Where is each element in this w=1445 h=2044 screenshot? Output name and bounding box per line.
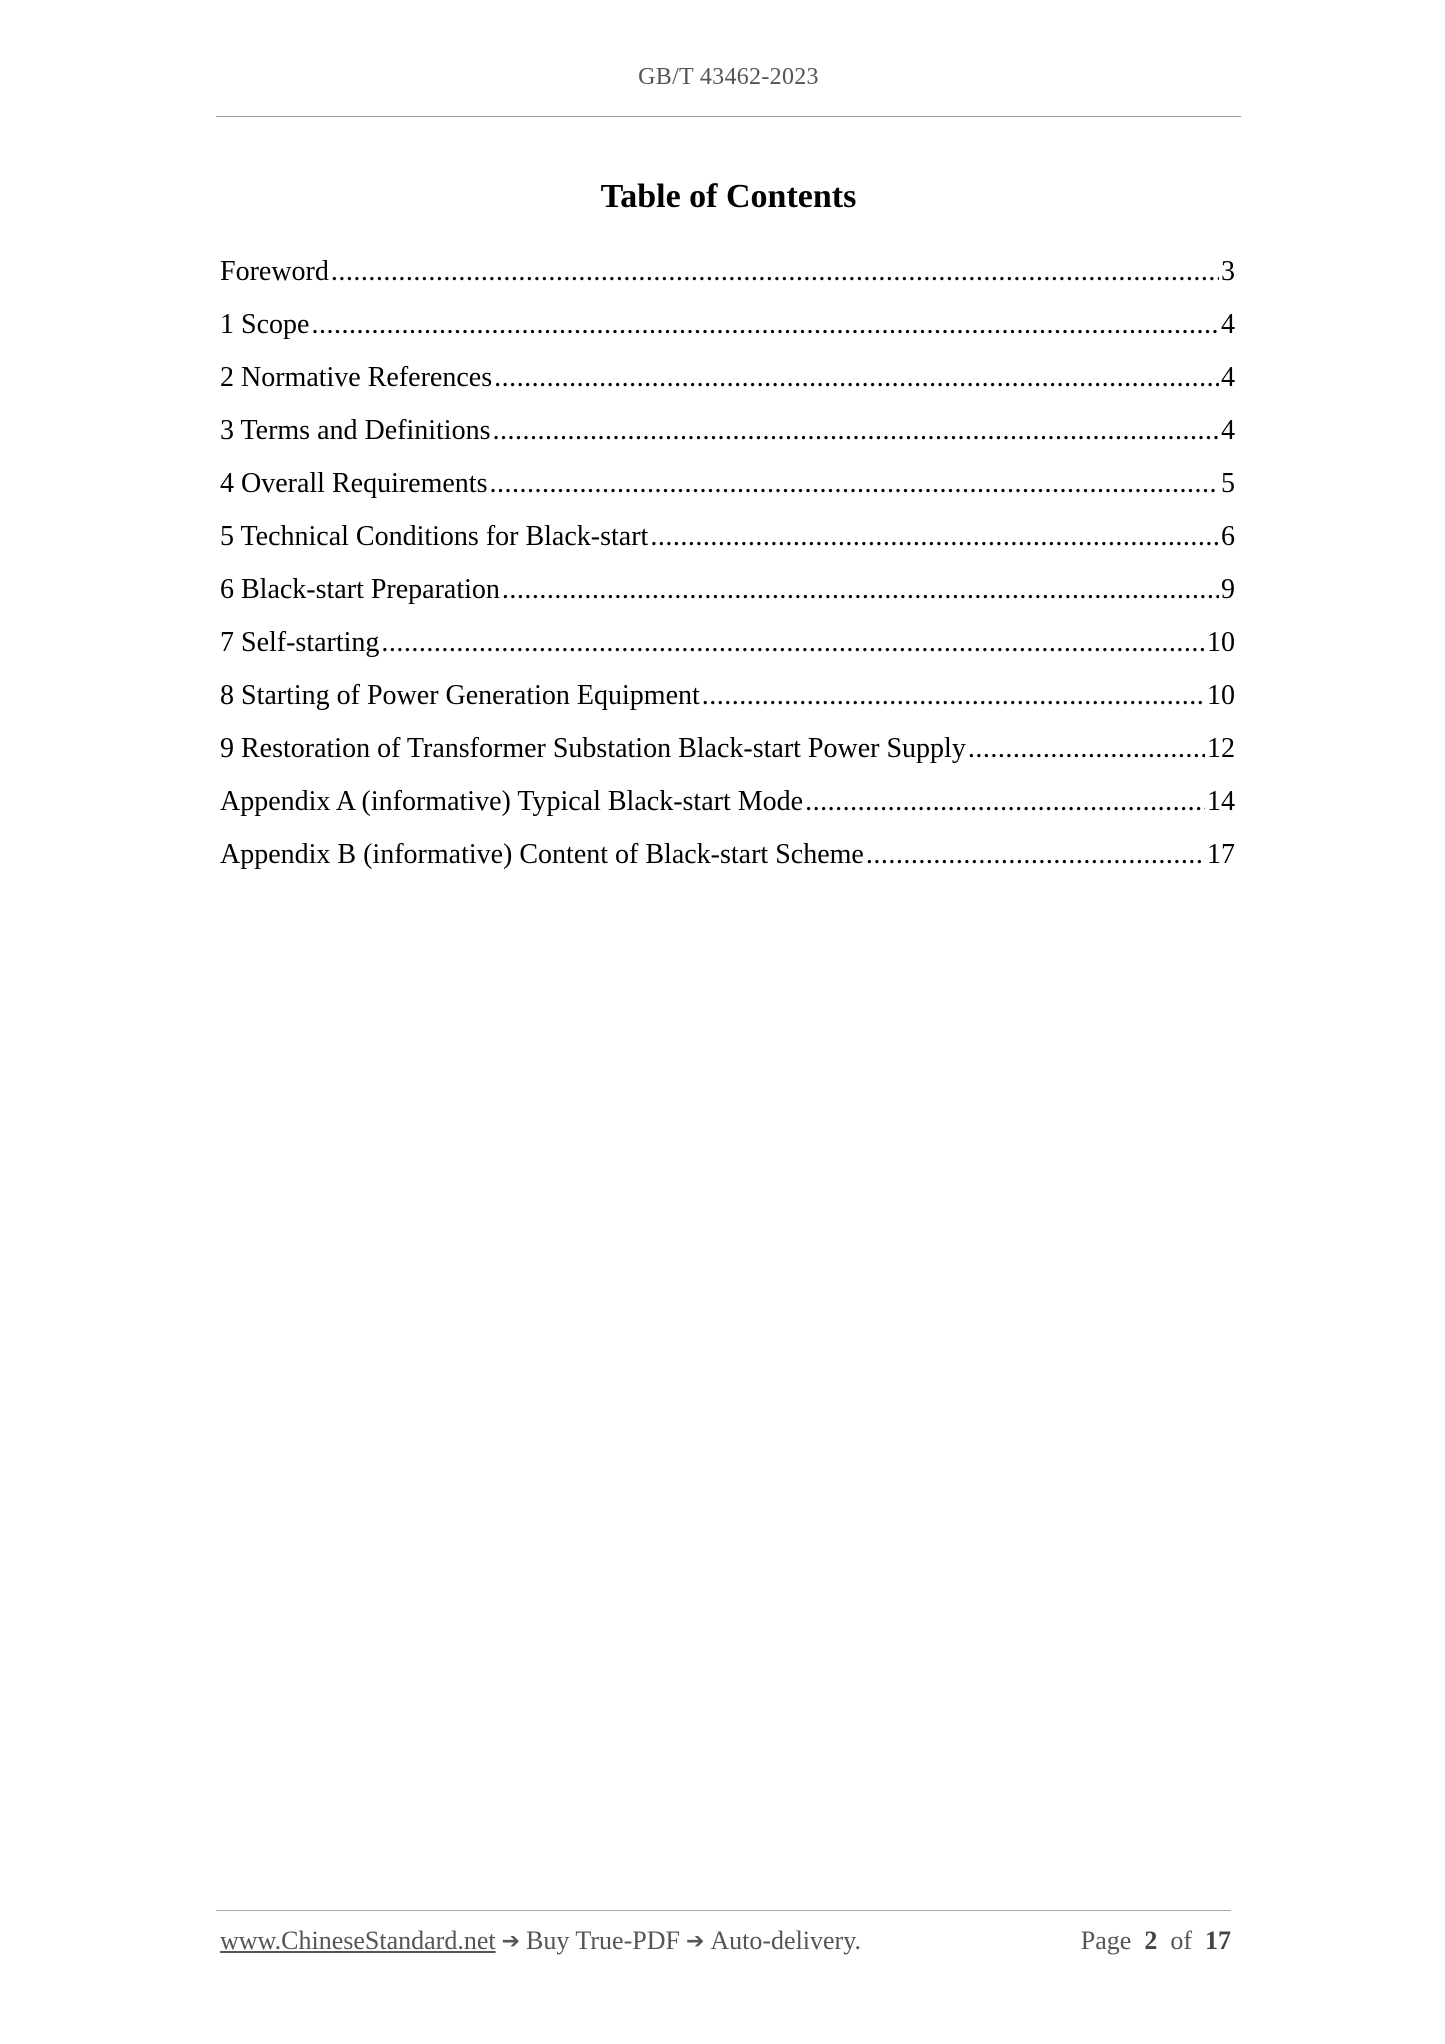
auto-delivery-text: Auto-delivery.	[710, 1926, 862, 1955]
toc-entry-label: 6 Black-start Preparation	[220, 574, 500, 605]
header-divider	[216, 116, 1241, 117]
toc-entry[interactable]	[220, 411, 1235, 464]
toc-entry-page: 4	[1221, 309, 1235, 340]
toc-entry-label: Foreword	[220, 256, 329, 287]
toc-dot-leader	[968, 729, 1205, 769]
toc-dot-leader	[489, 464, 1219, 504]
toc-entry[interactable]	[220, 729, 1235, 782]
current-page-number: 2	[1144, 1926, 1158, 1955]
toc-dot-leader	[331, 252, 1219, 292]
toc-entry[interactable]	[220, 570, 1235, 623]
toc-entry[interactable]	[220, 676, 1235, 729]
toc-entry[interactable]	[220, 464, 1235, 517]
toc-entry-page: 10	[1207, 627, 1235, 658]
toc-entry-page: 6	[1221, 521, 1235, 552]
toc-entry-label: 7 Self-starting	[220, 627, 380, 658]
toc-entry[interactable]	[220, 358, 1235, 411]
website-link[interactable]: www.ChineseStandard.net	[220, 1926, 496, 1955]
toc-entry-page: 12	[1207, 733, 1235, 764]
toc-dot-leader	[311, 305, 1219, 345]
buy-true-pdf-text: Buy True-PDF	[526, 1926, 680, 1955]
toc-entry-page: 14	[1207, 786, 1235, 817]
footer-divider	[216, 1910, 1231, 1911]
toc-entry[interactable]	[220, 782, 1235, 835]
toc-entry-label: 8 Starting of Power Generation Equipment	[220, 680, 700, 711]
toc-entry-label: Appendix B (informative) Content of Black-start Scheme	[220, 839, 864, 870]
toc-entry-page: 9	[1221, 574, 1235, 605]
arrow-right-icon: ➔	[685, 1929, 705, 1954]
toc-dot-leader	[494, 358, 1219, 398]
toc-entry-page: 5	[1221, 468, 1235, 499]
toc-entry-page: 10	[1207, 680, 1235, 711]
toc-entry-label: Appendix A (informative) Typical Black-start Mode	[220, 786, 804, 817]
toc-entry-page: 3	[1221, 256, 1235, 287]
toc-entry-label: 3 Terms and Definitions	[220, 415, 491, 446]
toc-entry-page: 17	[1207, 839, 1235, 870]
toc-entry[interactable]	[220, 623, 1235, 676]
page-header-doc-id: GB/T 43462-2023	[638, 64, 819, 90]
arrow-right-icon: ➔	[501, 1929, 521, 1954]
toc-dot-leader	[492, 411, 1219, 451]
toc-dot-leader	[702, 676, 1205, 716]
toc-entry-label: 2 Normative References	[220, 362, 493, 393]
toc-entry-label: 5 Technical Conditions for Black-start	[220, 521, 649, 552]
toc-entry-label: 1 Scope	[220, 309, 310, 340]
toc-dot-leader	[805, 782, 1205, 822]
toc-entry-page: 4	[1221, 415, 1235, 446]
page-footer	[220, 1926, 1231, 1966]
toc-entry[interactable]	[220, 252, 1235, 305]
toc-entry[interactable]	[220, 517, 1235, 570]
total-pages-number: 17	[1205, 1926, 1231, 1955]
toc-title: Table of Contents	[600, 178, 857, 215]
footer-promo	[220, 1926, 861, 1956]
toc-entry[interactable]	[220, 305, 1235, 358]
page-word: Page	[1080, 1926, 1132, 1955]
toc-list	[220, 252, 1235, 888]
toc-dot-leader	[381, 623, 1205, 663]
toc-entry-label: 9 Restoration of Transformer Substation Black-start Power Supply	[220, 733, 966, 764]
page-counter	[1081, 1926, 1231, 1956]
toc-entry[interactable]	[220, 835, 1235, 888]
toc-entry-label: 4 Overall Requirements	[220, 468, 488, 499]
toc-entry-page: 4	[1221, 362, 1235, 393]
toc-dot-leader	[502, 570, 1219, 610]
of-word: of	[1170, 1926, 1192, 1955]
toc-dot-leader	[650, 517, 1219, 557]
toc-dot-leader	[866, 835, 1205, 875]
